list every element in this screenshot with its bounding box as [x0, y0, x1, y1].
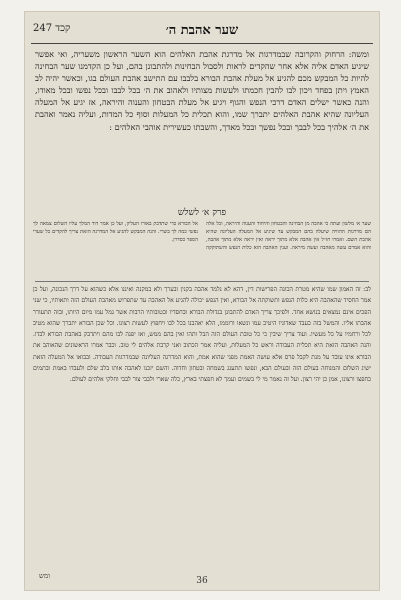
section-title: פרק א׳ לשלש [177, 208, 227, 218]
page-number: קכד 247 [33, 23, 71, 34]
main-text-block: ומשה: הרחוק והקרובה שבמדרגות אל מדרגת אהבת האלהים הוא השער הראשון משעריה, ואי אפשר שיגיע האדם אליה אלא אחר שהקדים לראות ולסבול הבחינות ולהתבונן בהם, ועל כן הקדמנו שער הבחינה להיות כל המבקש מכם להגיע אל מעלת אהבת הבורא בלבבו עם התישב אהבת העולם בגו, וכאשר יהיה לב האמץ ויתן בפחד ויכון לבו להבין חכמתו ולעשות מצותיו ולאהוב את ה׳ בכל לבבו ובכל נפשו ובכל מאודו, והנה כאשר ישלים האדם דרכי הנפש והגוף ויגיע אל מעלת הבטחון והענוה והיראה, אז יגיע אל המעלה העליונה שהיא אהבת האלהים יתברך שמו, והוא תכלית כל המעלות וסוף כל המדות, ועליה נאמר ואהבת את ה׳ אלהיך בכל לבבך ובכל נפשך ובכל מאדך, והשבתו כעשירית אוהבי האלהים : [35, 49, 369, 132]
book-page [25, 12, 379, 590]
folio-number: 36 [196, 576, 208, 586]
commentary-block: לב: זה האמון שמו שהיא מטרת הכונה הפרישות דין, דהא לא נלמד אהבה בקנין ובערך ולא במקנה ואיננו אלא כשהוא על דרך הנכונה, ועל כן אמר החסיד שהאהבה היא כלות הנפש ותשוקתה אל הבורא, ואין הנפש יכולה להגיע אל האהבה עד שתפרוש מאהבת העולם הזה ותאותיו, כי שני הפכים אינם נמצאים בנושא אחד. ולפיכך צריך האדם להתבונן בגדולת הבורא ובחסדיו ובטובותיו הרבות אשר גמל עמו מיום היותו, ובזה תתעורר אהבתו אליו. והמשל בזה כעבד שאדוניו היטיב עמו ונשאו ורוממו, הלא יאהבנו בכל לבו ויחפוץ לעשות רצונו. וכל שכן הבורא יתברך שהוא מטיב לכל ורחמיו על כל מעשיו. ועוד צריך שיבין כי כל טובת העולם הזה הבל ותהו ואין בהם ממש, ואז יפנה לבו מהם ויתדבק באהבת הבורא לבדו. והנה האהבה הזאת היא תכלית העבודה וראש כל המעלות, ועליה אמר הכתוב ואני קרבת אלהים לי טוב. וכבר אמרו הראשונים שהאוהב את הבורא אינו עובד על מנת לקבל פרס אלא עושה האמת מפני שהוא אמת, והוא המדרגה העליונה שבמדרגות העבודה. ובבואו אל המעלה הזאת ישיג השלום והמנוחה בעולם הזה ובעולם הבא, ונפשו תתענג בשמחה ובטחון וחדוה. והשם יזכנו לאהבה אותו בלב שלם ולעבדו באמת ובתמים כחפצו ורצונו, אמן כן יהי רצון. ועל זה נאמר מי לי בשמים ועמך לא חפצתי בארץ, כלה שארי ולבבי צור לבבי וחלקי אלהים לעולם. [33, 286, 371, 384]
notes-rule [35, 281, 369, 282]
header-rule [31, 43, 373, 44]
running-header [25, 22, 379, 40]
catchword: ומש [39, 572, 50, 580]
page-title: שער אהבת ה׳ [165, 23, 239, 38]
footnotes-block: שער א׳ מלשון ועתה כי אהבה מן הבחינה והבטחון והיחוד והענוה והיראה, וכל אלה הם מדרגות ההוויה שיעלה בהם המבקש עד שיגיע אל המעלה העליונה שהיא אהבת השם. ואמרו חז״ל אין אהבה אלא מתוך יראה ואין יראה אלא מתוך אהבה, והוא אמרם עשה מאהבה ועשה מיראה. וענין האהבה הוא כלות הנפש והשתוקקה אל הבורא כדי שתדבק באורו העליון, ועל כן אמר דוד המלך עליו השלום צמאה לך נפשי כמה לך בשרי. והנה המבקש להגיע אל המדרגה הזאת צריך להקדים כל שערי הספר כסדרן. [33, 221, 371, 252]
